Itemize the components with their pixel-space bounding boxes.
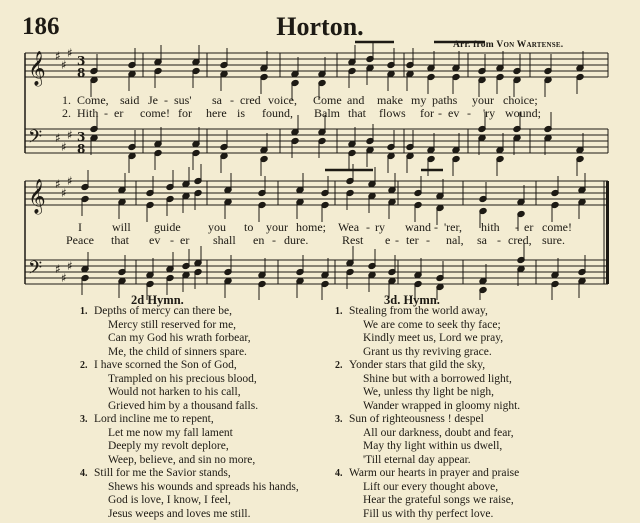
verse-line bbox=[80, 373, 330, 387]
verse-number: 2. bbox=[335, 360, 343, 371]
verse-line bbox=[335, 508, 595, 522]
lyric-syllable: ev bbox=[149, 233, 161, 247]
lyric-syllable: - bbox=[170, 233, 174, 247]
lyric-syllable: sa bbox=[477, 233, 487, 247]
lyric-syllable: Je bbox=[148, 93, 158, 107]
lyric-syllable: for bbox=[178, 106, 192, 120]
lyric-syllable: - bbox=[366, 220, 370, 234]
verse-text: Can my God his wrath forbear, bbox=[108, 332, 251, 344]
verse-line bbox=[80, 305, 330, 319]
lyric-syllable: paths bbox=[432, 93, 458, 107]
third-hymn-heading: 3d. Hymn. bbox=[384, 293, 440, 307]
lyric-syllable: - bbox=[426, 233, 430, 247]
hymn-number: 186 bbox=[22, 13, 60, 40]
lyric-syllable: sus' bbox=[174, 93, 192, 107]
verse-line bbox=[80, 467, 330, 481]
second-hymn-verses bbox=[80, 305, 330, 521]
lyric-syllable: I bbox=[78, 220, 82, 234]
lyric-syllable: will bbox=[112, 220, 131, 234]
sharp-icon: ♯ bbox=[61, 186, 67, 200]
lyric-syllable: nal, bbox=[446, 233, 464, 247]
verse-line bbox=[80, 346, 330, 360]
verse-line bbox=[335, 440, 595, 454]
lyric-syllable: Balm bbox=[314, 106, 340, 120]
lyric-syllable: that bbox=[111, 233, 129, 247]
verse-line bbox=[335, 413, 595, 427]
lyric-syllable: come! bbox=[140, 106, 170, 120]
verse-text: Deeply my revolt deplore, bbox=[108, 440, 229, 452]
lyric-syllable: - bbox=[438, 106, 442, 120]
lyric-syllable: - bbox=[515, 220, 519, 234]
verse-text: Sun of righteousness ! despel bbox=[349, 413, 484, 425]
lyric-syllable: er bbox=[180, 233, 190, 247]
sharp-icon: ♯ bbox=[67, 174, 73, 188]
verse-line bbox=[335, 346, 595, 360]
lyric-syllable: hith bbox=[481, 220, 500, 234]
verse-line bbox=[335, 494, 595, 508]
lyric-syllable: Hith bbox=[77, 106, 99, 120]
lyric-syllable: 1. bbox=[62, 93, 71, 107]
treble-clef-icon: 𝄞 bbox=[28, 51, 46, 86]
verse-number: 1. bbox=[335, 306, 343, 317]
verse-text: Wander wrapped in gloomy night. bbox=[363, 399, 521, 412]
lyric-syllable: my bbox=[411, 93, 427, 107]
lyric-syllable: come! bbox=[542, 220, 572, 234]
verse-line bbox=[335, 359, 595, 373]
verse-line bbox=[80, 427, 330, 441]
lyric-syllable: make bbox=[377, 93, 403, 107]
lyric-syllable: - bbox=[434, 220, 438, 234]
lyric-syllable: - bbox=[272, 233, 276, 247]
lyric-syllable: - bbox=[230, 93, 234, 107]
lyric-syllable: er bbox=[524, 220, 534, 234]
lyric-syllable: here bbox=[206, 106, 227, 120]
lyric-syllable: ry bbox=[375, 220, 385, 234]
verse-text: Grieved him by a thousand falls. bbox=[108, 399, 259, 412]
lyric-syllable: 'rer, bbox=[444, 220, 462, 234]
lyric-syllable: your bbox=[472, 93, 494, 107]
lyric-syllable: dure. bbox=[284, 233, 309, 247]
verse-line bbox=[80, 359, 330, 373]
lyric-syllable: er bbox=[114, 106, 124, 120]
verse-number: 4. bbox=[335, 468, 343, 479]
verse-text: Kindly meet us, Lord we pray, bbox=[363, 332, 504, 344]
verse-text: We, unless thy light be nigh, bbox=[363, 386, 494, 398]
verse-line bbox=[80, 386, 330, 400]
verse-number: 3. bbox=[335, 414, 343, 425]
lyric-syllable: cred bbox=[240, 93, 261, 107]
bass-clef-icon: 𝄢 bbox=[28, 258, 43, 283]
lyric-syllable: you bbox=[208, 220, 226, 234]
verse-line bbox=[335, 373, 595, 387]
sharp-icon: ♯ bbox=[55, 131, 61, 145]
verse-number: 2. bbox=[80, 360, 88, 371]
verse-text: Hear the grateful songs we raise, bbox=[363, 494, 514, 506]
second-hymn-heading: 2d Hymn. bbox=[131, 293, 184, 307]
verse-text: Jesus weeps and loves me still. bbox=[108, 507, 251, 520]
verse-text: Yonder stars that gild the sky, bbox=[349, 359, 486, 371]
lyric-syllable: guide bbox=[154, 220, 181, 234]
verse-line bbox=[335, 454, 595, 468]
lyric-syllable: Come bbox=[313, 93, 342, 107]
lyric-syllable: - bbox=[467, 106, 471, 120]
verse-text: Stealing from the world away, bbox=[349, 305, 488, 317]
verse-line bbox=[335, 305, 595, 319]
verse-text: All our darkness, doubt and fear, bbox=[363, 426, 514, 439]
verse-line bbox=[80, 440, 330, 454]
time-signature-top: 3 bbox=[77, 54, 86, 68]
verse-line bbox=[335, 319, 595, 333]
lyrics-system1-verse2 bbox=[0, 107, 640, 121]
verse-text: Lord incline me to repent, bbox=[94, 413, 214, 425]
verse-text: Shine but with a borrowed light, bbox=[363, 372, 512, 385]
verse-text: Let me now my fall lament bbox=[108, 426, 233, 439]
verse-line bbox=[80, 319, 330, 333]
lyrics-system2-verse2 bbox=[0, 234, 640, 248]
lyric-syllable: ev bbox=[448, 106, 460, 120]
verse-text: Trampled on his precious blood, bbox=[108, 372, 257, 385]
lyric-syllable: ter bbox=[406, 233, 419, 247]
sharp-icon: ♯ bbox=[67, 259, 73, 273]
verse-number: 4. bbox=[80, 468, 88, 479]
verse-number: 1. bbox=[80, 306, 88, 317]
verse-line bbox=[80, 481, 330, 495]
lyric-syllable: Come, bbox=[77, 93, 109, 107]
lyric-syllable: 2. bbox=[62, 106, 71, 120]
lyric-syllable: - bbox=[104, 106, 108, 120]
verse-text: Fill us with thy perfect love. bbox=[363, 507, 494, 520]
verse-text: Me, the child of sinners spare. bbox=[108, 345, 247, 358]
lyric-syllable: sure. bbox=[542, 233, 565, 247]
verse-text: May thy light within us dwell, bbox=[363, 440, 503, 452]
lyric-syllable: that bbox=[348, 106, 366, 120]
bass-clef-icon: 𝄢 bbox=[28, 127, 43, 152]
verse-line bbox=[80, 413, 330, 427]
lyric-syllable: cred, bbox=[508, 233, 532, 247]
verse-text: 'Till eternal day appear. bbox=[363, 453, 471, 466]
lyric-syllable: Peace bbox=[66, 233, 94, 247]
sharp-icon: ♯ bbox=[55, 262, 61, 276]
time-signature-top: 3 bbox=[77, 130, 86, 144]
sharp-icon: ♯ bbox=[55, 49, 61, 63]
lyric-syllable: wand bbox=[405, 220, 431, 234]
lyric-syllable: and bbox=[347, 93, 365, 107]
verse-line bbox=[80, 332, 330, 346]
verse-text: Still for me the Savior stands, bbox=[94, 467, 231, 479]
lyric-syllable: choice; bbox=[503, 93, 538, 107]
hymn-title: Horton. bbox=[276, 12, 364, 41]
lyric-syllable: said bbox=[120, 93, 140, 107]
attribution-composer: Von Wartense. bbox=[496, 40, 564, 50]
sharp-icon: ♯ bbox=[67, 128, 73, 142]
lyric-syllable: flows bbox=[379, 106, 406, 120]
verse-line bbox=[80, 508, 330, 522]
verse-text: We are come to seek thy face; bbox=[363, 318, 501, 331]
lyric-syllable: found, bbox=[262, 106, 293, 120]
time-signature-bottom: 8 bbox=[77, 66, 86, 80]
lyric-syllable: en bbox=[253, 233, 265, 247]
time-signature-bottom: 8 bbox=[77, 142, 86, 156]
lyric-syllable: voice, bbox=[268, 93, 297, 107]
lyric-syllable: wound; bbox=[505, 106, 541, 120]
lyric-syllable: to bbox=[244, 220, 254, 234]
verse-text: Mercy still reserved for me, bbox=[108, 318, 237, 331]
lyric-syllable: home; bbox=[296, 220, 326, 234]
lyric-syllable: e bbox=[385, 233, 391, 247]
verse-text: Weep, believe, and sin no more, bbox=[108, 453, 256, 466]
verse-line bbox=[80, 400, 330, 414]
verse-line bbox=[80, 494, 330, 508]
lyric-syllable: for bbox=[420, 106, 434, 120]
verse-number: 3. bbox=[80, 414, 88, 425]
sharp-icon: ♯ bbox=[55, 177, 61, 191]
verse-text: Depths of mercy can there be, bbox=[94, 305, 232, 317]
sharp-icon: ♯ bbox=[67, 46, 73, 60]
verse-text: I have scorned the Son of God, bbox=[94, 359, 237, 371]
lyric-syllable: Wea bbox=[338, 220, 360, 234]
verse-text: Shews his wounds and spreads his hands, bbox=[108, 480, 299, 493]
lyric-syllable: is bbox=[237, 106, 246, 120]
verse-text: Lift our every thought above, bbox=[363, 480, 499, 493]
verse-line bbox=[335, 467, 595, 481]
lyric-syllable: shall bbox=[213, 233, 236, 247]
sharp-icon: ♯ bbox=[61, 271, 67, 285]
verse-line bbox=[335, 427, 595, 441]
attribution-prefix: Arr. from bbox=[453, 40, 497, 50]
lyric-syllable: - bbox=[164, 93, 168, 107]
verse-text: Would not harken to his call, bbox=[108, 386, 241, 398]
lyric-syllable: - bbox=[497, 233, 501, 247]
verse-text: Grant us thy reviving grace. bbox=[363, 345, 492, 358]
lyric-syllable: - bbox=[395, 233, 399, 247]
third-hymn-verses bbox=[335, 305, 595, 521]
lyric-syllable: your bbox=[266, 220, 288, 234]
lyric-syllable: 'ry bbox=[483, 106, 496, 120]
verse-text: Warm our hearts in prayer and praise bbox=[349, 467, 520, 479]
lyric-syllable: Rest bbox=[342, 233, 364, 247]
verse-line bbox=[335, 386, 595, 400]
sharp-icon: ♯ bbox=[61, 58, 67, 72]
verse-text: God is love, I know, I feel, bbox=[108, 494, 231, 506]
verse-line bbox=[80, 454, 330, 468]
verse-line bbox=[335, 481, 595, 495]
treble-clef-icon: 𝄞 bbox=[28, 179, 46, 214]
sharp-icon: ♯ bbox=[61, 140, 67, 154]
verse-line bbox=[335, 332, 595, 346]
verse-line bbox=[335, 400, 595, 414]
lyric-syllable: sa bbox=[212, 93, 222, 107]
